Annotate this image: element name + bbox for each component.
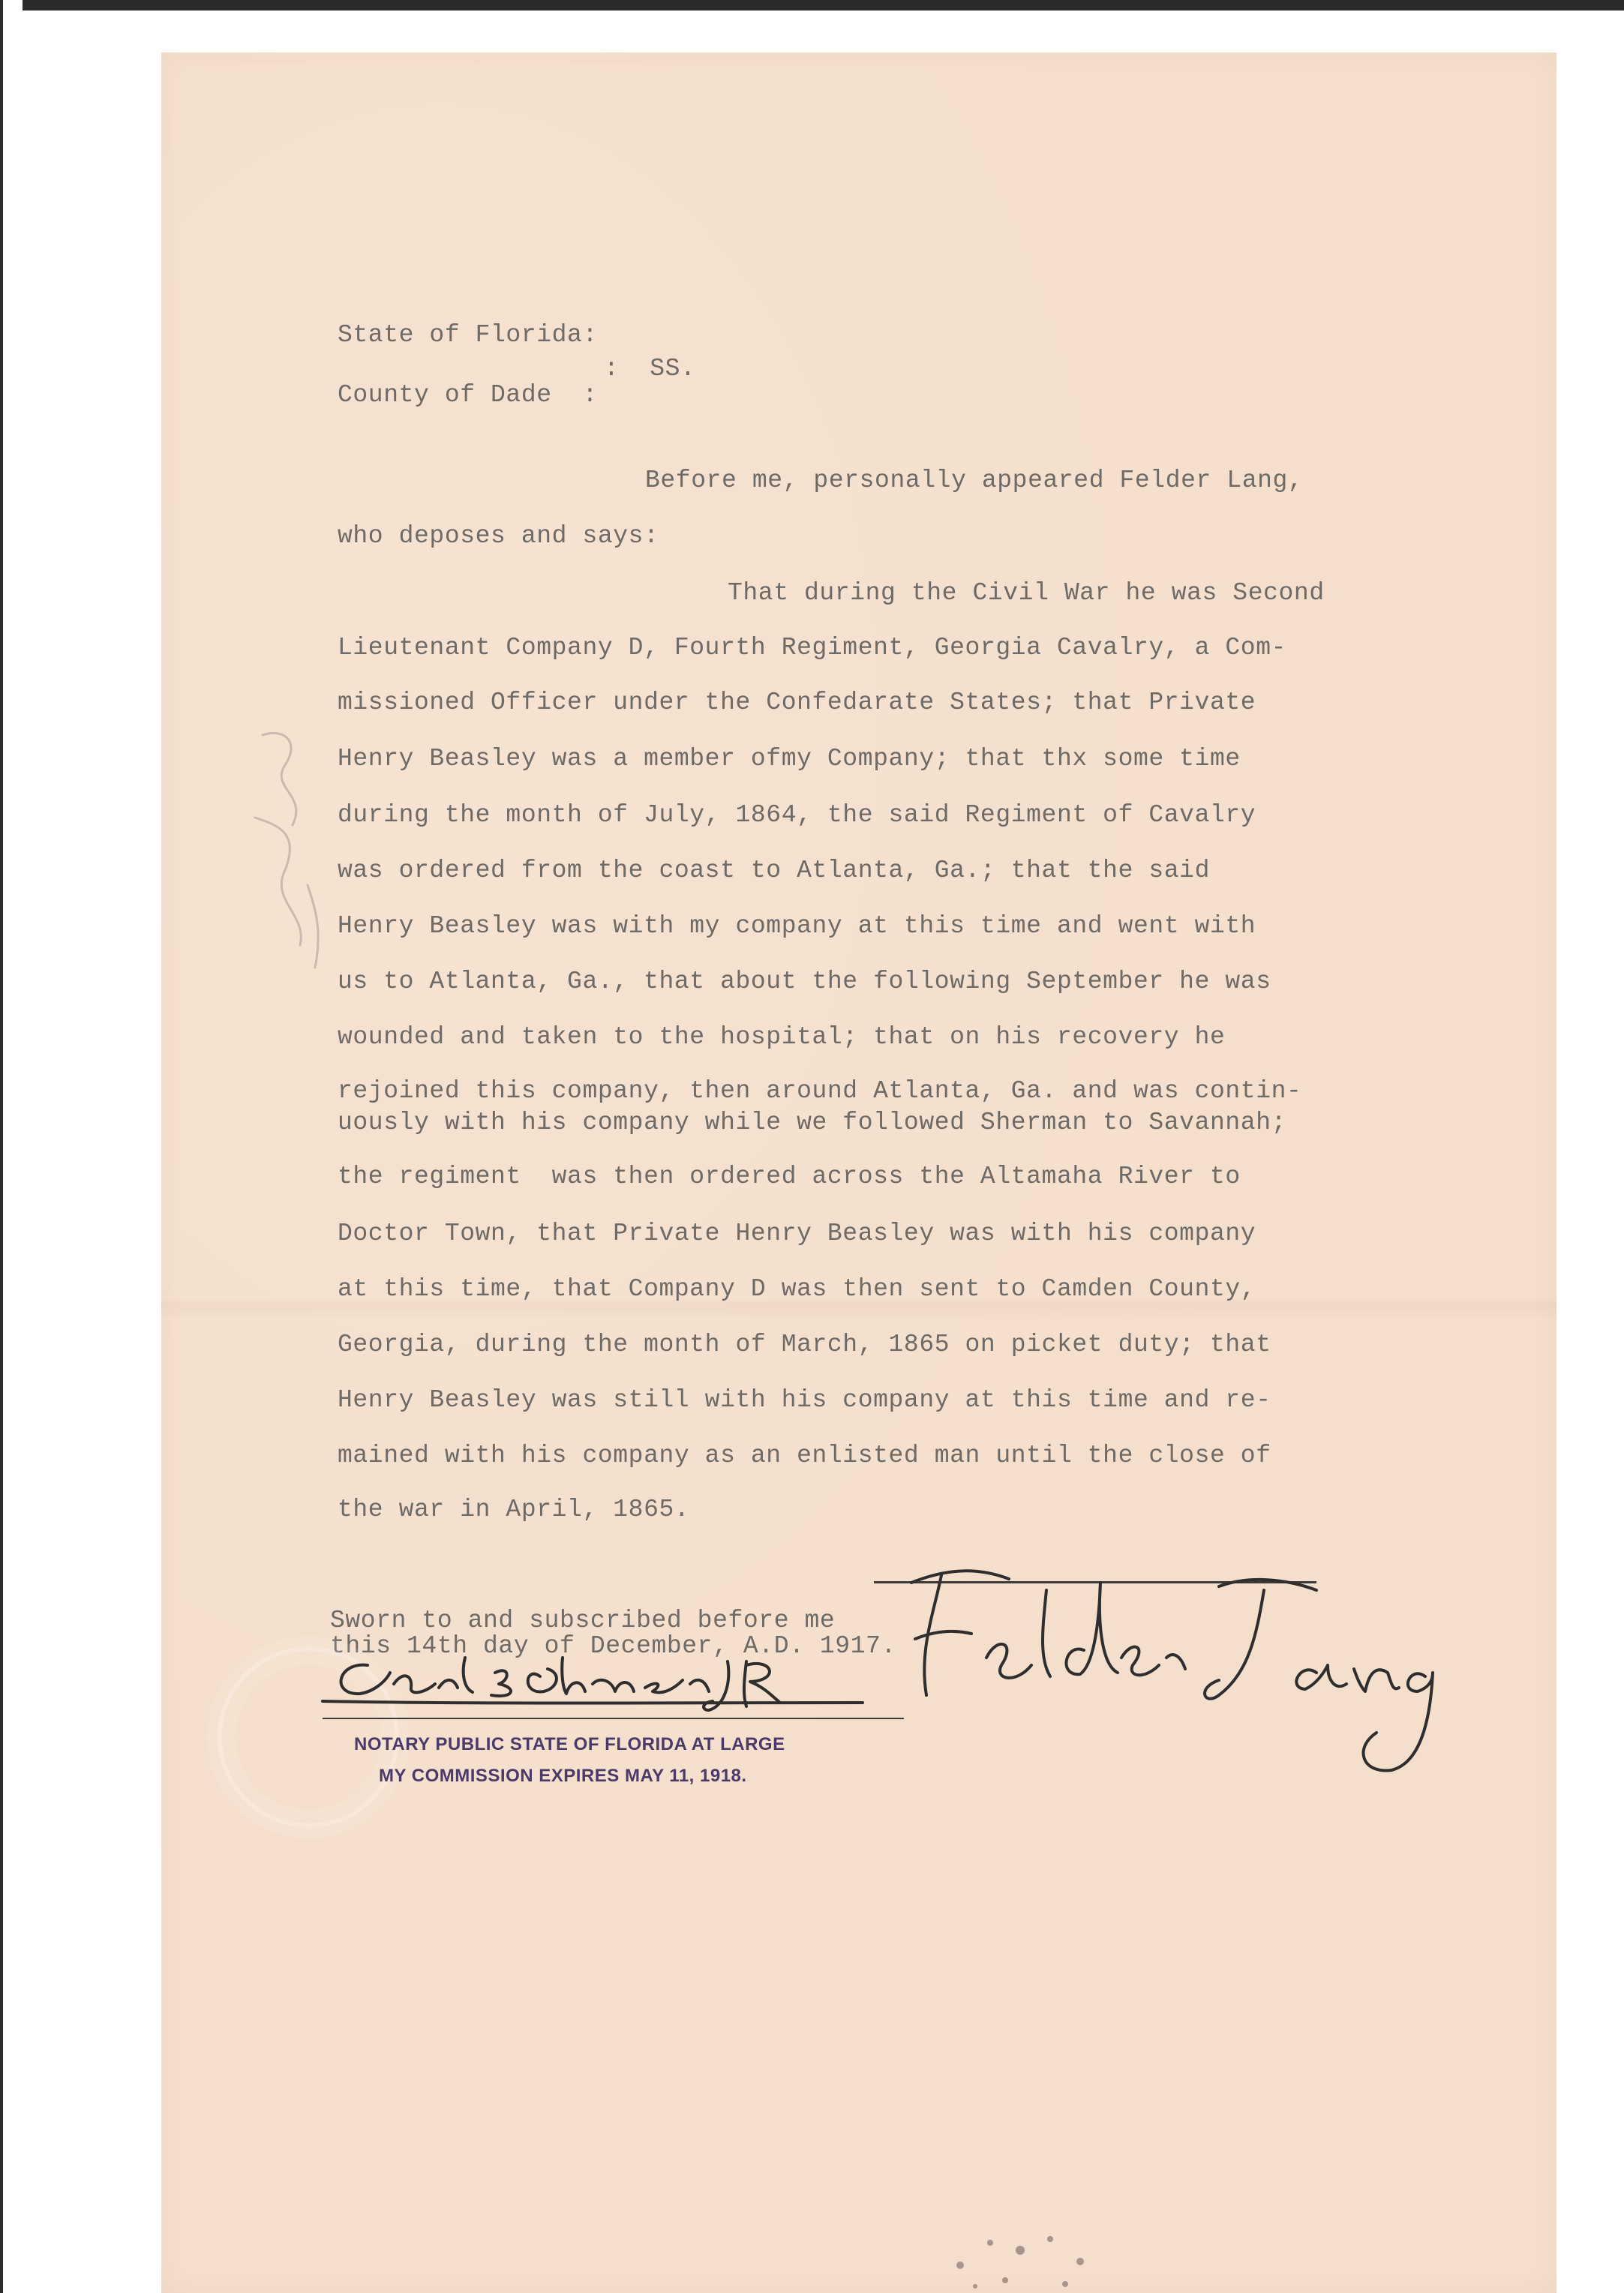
body-line: uously with his company while we followed Sherman to Savannah;: [338, 1109, 1286, 1136]
body-line: Lieutenant Company D, Fourth Regiment, Georgia Cavalry, a Com-: [338, 634, 1286, 662]
body-line: That during the Civil War he was Second: [728, 579, 1325, 607]
intro-line-1: Before me, personally appeared Felder Lang,: [645, 467, 1304, 494]
body-line: wounded and taken to the hospital; that on his recovery he: [338, 1023, 1226, 1051]
body-line: missioned Officer under the Confedarate States; that Private: [338, 689, 1256, 716]
body-line: was ordered from the coast to Atlanta, Ga.; that the said: [338, 857, 1210, 884]
jurat-line-2: this 14th day of December, A.D. 1917.: [330, 1632, 896, 1660]
scan-border-top: [0, 0, 1624, 11]
notary-stamp-line-1: NOTARY PUBLIC STATE OF FLORIDA AT LARGE: [354, 1734, 785, 1754]
body-line: rejoined this company, then around Atlanta, Ga. and was contin-: [338, 1077, 1302, 1105]
embossed-seal-remnant: [930, 2220, 1125, 2293]
body-line: Doctor Town, that Private Henry Beasley was with his company: [338, 1220, 1256, 1247]
pencil-margin-marks: [240, 720, 345, 990]
body-line: Henry Beasley was with my company at this time and went with: [338, 912, 1256, 940]
body-line: us to Atlanta, Ga., that about the following September he was: [338, 968, 1271, 995]
body-line: mained with his company as an enlisted man until the close of: [338, 1442, 1271, 1469]
body-line: the war in April, 1865.: [338, 1496, 690, 1523]
body-line: Henry Beasley was a member ofmy Company; that thx some time: [338, 745, 1241, 773]
ss-line: : SS.: [604, 355, 696, 383]
jurat-line-1: Sworn to and subscribed before me: [330, 1607, 836, 1634]
notary-signature-line: [323, 1718, 904, 1719]
intro-line-2: who deposes and says:: [338, 522, 659, 550]
notary-signature: [323, 1650, 893, 1718]
scan-border-left: [0, 0, 23, 2293]
notary-stamp-line-2: MY COMMISSION EXPIRES MAY 11, 1918.: [379, 1766, 747, 1786]
body-line: the regiment was then ordered across the Altamaha River to: [338, 1163, 1241, 1190]
body-line: at this time, that Company D was then sent to Camden County,: [338, 1275, 1256, 1303]
deponent-signature: [896, 1545, 1436, 1815]
body-line: Henry Beasley was still with his company at this time and re-: [338, 1386, 1271, 1414]
county-line: County of Dade :: [338, 381, 598, 409]
body-line: during the month of July, 1864, the said Regiment of Cavalry: [338, 801, 1256, 829]
state-line: State of Florida:: [338, 321, 598, 349]
body-line: Georgia, during the month of March, 1865 on picket duty; that: [338, 1331, 1271, 1358]
